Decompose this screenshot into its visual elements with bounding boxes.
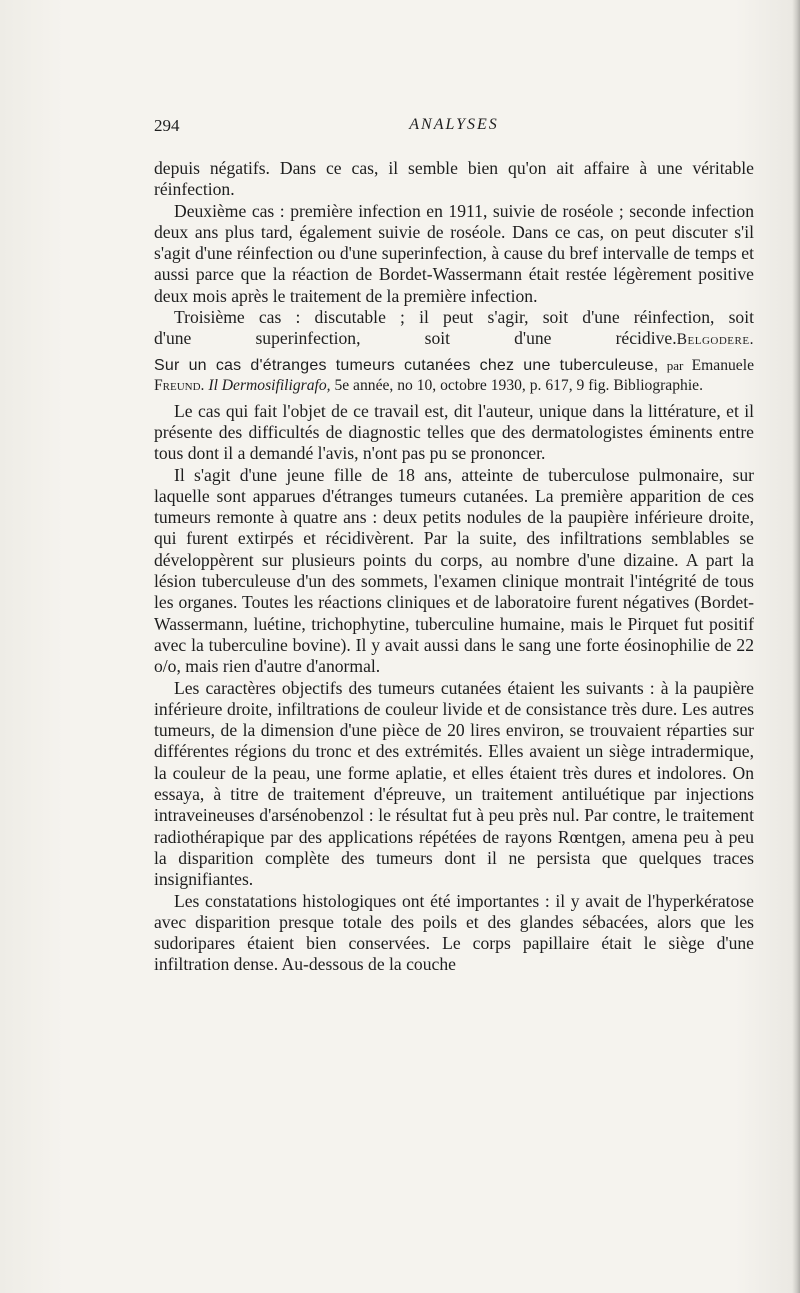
text-block [154, 158, 754, 976]
journal-name: Il Dermosifiligrafo, [208, 377, 331, 395]
author-last-name: Freund. [154, 377, 205, 395]
reviewer-signature: Belgodere. [676, 331, 754, 349]
page-edge-shadow [792, 0, 800, 1293]
paragraph-tumor-characteristics: Les caractères objectifs des tumeurs cutanées étaient les suivants : à la paupière inférieure droite, infiltrations de couleur livide et de consistance très dure. Les autres tumeurs, de la dimension d'une pièce de 20 lires environ, se trouvaient réparties sur différentes régions du tronc et des extrémités. Elles avaient un siège intradermique, la couleur de la peau, une forme aplatie, et elles étaient très dures et indolores. On essaya, à titre de traitement d'épreuve, un traitement antiluétique par injections intraveineuses d'arsénobenzol : le résultat fut à peu près nul. Par contre, le traitement radiothérapique par des applications répétées de rayons Rœntgen, amena peu à peu la disparition complète des tumeurs dont il ne persista que quelques traces insignifiantes. [154, 677, 754, 890]
article-by: par [666, 357, 684, 373]
article-heading [154, 356, 754, 397]
page-number: 294 [154, 116, 180, 135]
third-case-text: d'une superinfection, soit d'une récidive. [154, 328, 677, 349]
paragraph-third-case-line-1: Troisième cas : discutable ; il peut s'agir, soit d'une réinfection, soit [174, 307, 754, 328]
running-head [154, 116, 754, 140]
article-title: Sur un cas d'étranges tumeurs cutanées chez une tuberculeuse, [154, 356, 659, 374]
paragraph-third-case-line-2 [154, 328, 754, 350]
paragraph-continuation: depuis négatifs. Dans ce cas, il semble bien qu'on ait affaire à une véritable réinfection. [154, 158, 754, 200]
running-title: ANALYSES [409, 116, 499, 133]
paragraph-histology: Les constatations histologiques ont été importantes : il y avait de l'hyperkératose avec disparition presque totale des poils et des glandes sébacées, alors que les sudoripares étaient bien conservées. Le corps papillaire était le siège d'une infiltration dense. Au-dessous de la couche [154, 890, 754, 975]
author-first-name: Emanuele [691, 356, 754, 374]
paragraph-second-case: Deuxième cas : première infection en 1911, suivie de roséole ; seconde infection deux ans plus tard, également suivie de roséole. Dans ce cas, on peut discuter s'il s'agit d'une réinfection ou d'une superinfection, à cause du bref intervalle de temps et aussi parce que la réaction de Bordet-Wassermann était restée légèrement positive deux mois après le traitement de la première infection. [154, 200, 754, 306]
citation-details: 5e année, no 10, octobre 1930, p. 617, 9 fig. Bibliographie. [334, 377, 703, 395]
paragraph-intro: Le cas qui fait l'objet de ce travail est, dit l'auteur, unique dans la littérature, et il présente des difficultés de diagnostic telles que des dermatologistes éminents entre tous dont il a demandé l'avis, n'ont pas pu se prononcer. [154, 400, 754, 464]
paragraph-case-history: Il s'agit d'une jeune fille de 18 ans, atteinte de tuberculose pulmonaire, sur laquelle sont apparues d'étranges tumeurs cutanées. La première apparition de ces tumeurs remonte à quatre ans : deux petits nodules de la paupière inférieure droite, qui furent extirpés et récidivèrent. Par la suite, des infiltrations semblables se développèrent sur plusieurs points du corps, au nombre d'une dizaine. A part la lésion tuberculeuse d'un des sommets, l'examen clinique montrait l'intégrité de tous les organes. Toutes les réactions cliniques et de laboratoire furent négatives (Bordet-Wassermann, luétine, trichophytine, tuberculine humaine, mais le Pirquet fut positif avec la tuberculine bovine). Il y avait aussi dans le sang une forte éosinophilie de 22 o/o, mais rien d'autre d'anormal. [154, 464, 754, 677]
